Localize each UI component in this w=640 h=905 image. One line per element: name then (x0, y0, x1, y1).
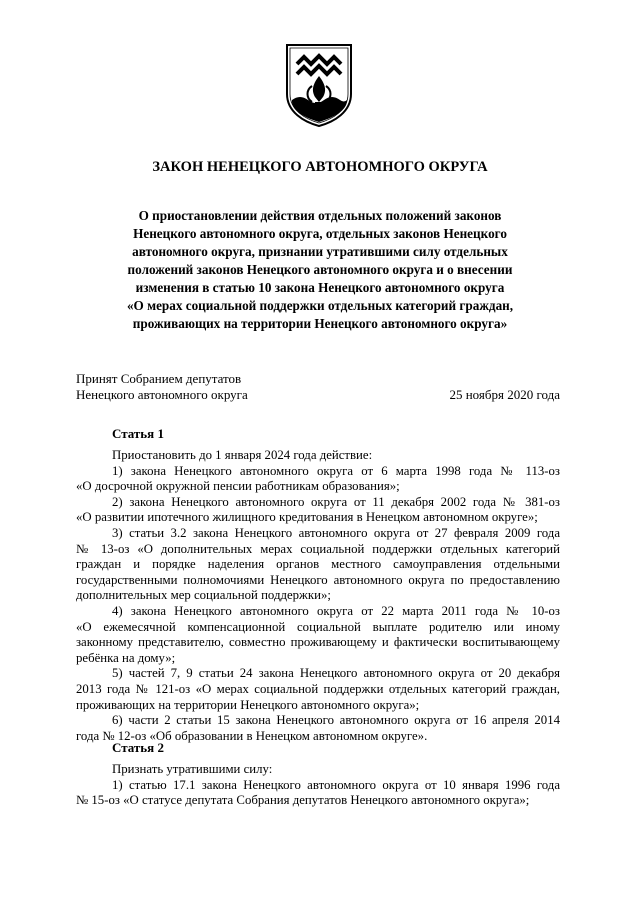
list-item-line: граждан и порядке наделения органов местного самоуправления отдельными (76, 557, 560, 572)
list-item-line: 3) статьи 3.2 закона Ненецкого автономного округа от 27 февраля 2009 года (112, 525, 560, 540)
subtitle-line: О приостановлении действия отдельных положений законов (138, 208, 502, 223)
list-item-line: 2) закона Ненецкого автономного округа от 11 декабря 2002 года № 381-оз (112, 494, 560, 509)
adopted-by-line: Ненецкого автономного округа (76, 387, 248, 402)
list-item-line: 1) закона Ненецкого автономного округа от 6 марта 1998 года № 113-оз (112, 463, 560, 478)
law-subtitle (70, 207, 570, 333)
list-item-line: «О развитии ипотечного жилищного кредитования в Ненецком автономном округе»; (76, 510, 538, 525)
subtitle-line: Ненецкого автономного округа, отдельных законов Ненецкого (133, 226, 507, 241)
law-title: ЗАКОН НЕНЕЦКОГО АВТОНОМНОГО ОКРУГА (152, 159, 488, 175)
article-intro: Признать утратившими силу: (112, 762, 273, 776)
subtitle-line: положений законов Ненецкого автономного округа и о внесении (127, 262, 513, 277)
subtitle-line: «О мерах социальной поддержки отдельных категорий граждан, (126, 298, 514, 313)
list-item-line: 5) частей 7, 9 статьи 24 закона Ненецкого автономного округа от 20 декабря (112, 666, 560, 681)
article-2-body (76, 762, 560, 809)
list-item-line: государственными полномочиями Ненецкого автономного округа по предоставлению (76, 572, 560, 587)
subtitle-line: изменения в статью 10 закона Ненецкого автономного округа (135, 280, 505, 295)
article-intro: Приостановить до 1 января 2024 года действие: (112, 448, 373, 462)
article-1-heading: Статья 1 (112, 426, 164, 441)
list-item-line: № 13-оз «О дополнительных мерах социальной поддержки отдельных категорий (76, 541, 560, 556)
list-item-line: № 15-оз «О статусе депутата Собрания депутатов Ненецкого автономного округа»; (76, 793, 530, 808)
list-item-line: 2013 года № 121-оз «О мерах социальной поддержки отдельных категорий граждан, (76, 681, 560, 696)
list-item-line: 6) части 2 статьи 15 закона Ненецкого автономного округа от 16 апреля 2014 (112, 713, 560, 728)
list-item-line: года № 12-оз «Об образовании в Ненецком автономном округе». (76, 728, 428, 743)
list-item-line: «О ежемесячной компенсационной социальной выплате родителю или иному (76, 619, 560, 634)
list-item-line: ребёнка на дому»; (76, 650, 176, 665)
list-item-line: дополнительных мер социальной поддержки»; (76, 588, 331, 603)
article-2-heading: Статья 2 (112, 740, 164, 755)
list-item-line: 4) закона Ненецкого автономного округа от 22 марта 2011 года № 10-оз (112, 603, 560, 618)
coat-of-arms-emblem (284, 42, 354, 128)
list-item-line: проживающих на территории Ненецкого автономного округа»; (76, 697, 420, 712)
adoption-block (76, 371, 566, 403)
adoption-date: 25 ноября 2020 года (449, 387, 560, 402)
list-item-line: «О досрочной окружной пенсии работникам образования»; (76, 479, 400, 494)
list-item-line: 1) статью 17.1 закона Ненецкого автономного округа от 10 января 1996 года (112, 777, 560, 792)
adopted-by-line: Принят Собранием депутатов (76, 371, 242, 386)
subtitle-line: проживающих на территории Ненецкого автономного округа» (132, 316, 508, 331)
subtitle-line: автономного округа, признании утратившими силу отдельных (132, 244, 508, 259)
article-1-body (76, 448, 560, 744)
list-item-line: законному представителю, совместно проживающему и фактически воспитывающему (76, 635, 560, 650)
